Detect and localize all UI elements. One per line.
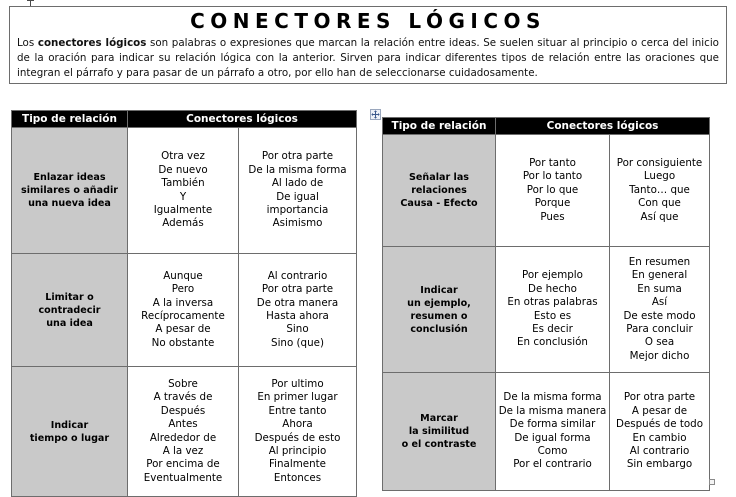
- connector-item: A la vez: [162, 444, 204, 457]
- connectors-cell-b: [610, 247, 710, 373]
- intro-paragraph: [10, 32, 726, 82]
- connector-item: Antes: [168, 418, 198, 431]
- connectors-cell-a: [496, 247, 610, 373]
- connector-item: Después de todo: [616, 418, 703, 431]
- connector-item: En suma: [637, 282, 682, 295]
- connector-item: De nuevo: [158, 163, 208, 176]
- connector-item: Asimismo: [272, 217, 323, 230]
- connector-item: Para concluir: [626, 322, 693, 335]
- header-tipo-de-relacion: Tipo de relación: [12, 111, 128, 128]
- connector-item: Igualmente: [153, 203, 213, 216]
- type-line: resumen o: [410, 310, 468, 322]
- connector-item: Como: [537, 444, 568, 457]
- connector-item: Por otra parte: [261, 150, 334, 163]
- type-cell: [383, 247, 496, 373]
- connector-item: A la inversa: [152, 296, 214, 309]
- type-cell: [383, 373, 496, 491]
- connector-item: Al principio: [268, 444, 327, 457]
- connectors-cell-a: [128, 128, 239, 254]
- table-header-row: [383, 118, 710, 135]
- connector-item: Por ultimo: [271, 377, 324, 390]
- connector-item: En primer lugar: [257, 391, 338, 404]
- connector-item: Esto es: [533, 309, 572, 322]
- connector-item: De la misma forma: [503, 391, 602, 404]
- connector-item: Además: [162, 217, 204, 230]
- connectors-cell-a: [128, 254, 239, 367]
- connector-item: Por el contrario: [513, 458, 592, 471]
- type-line: Marcar: [420, 413, 458, 424]
- connector-item: Alrededor de: [149, 431, 217, 444]
- connector-item: Por consiguiente: [616, 156, 703, 169]
- intro-bold-term: conectores lógicos: [37, 37, 147, 49]
- table-row: [12, 254, 357, 367]
- connector-item: Ahora: [282, 418, 313, 431]
- connector-item: A través de: [153, 391, 213, 404]
- connector-item: Entre tanto: [268, 404, 327, 417]
- header-tipo-de-relacion: Tipo de relación: [383, 118, 496, 135]
- connector-item: De otra manera: [256, 296, 339, 309]
- header-conectores-logicos: Conectores lógicos: [128, 111, 357, 128]
- connector-item: De este modo: [623, 309, 696, 322]
- connector-item: Recíprocamente: [141, 310, 225, 322]
- type-line: tiempo o lugar: [29, 432, 110, 444]
- connectors-cell-b: [239, 128, 357, 254]
- connector-item: Tanto… que: [629, 183, 690, 196]
- connector-item: Por ejemplo: [522, 269, 583, 282]
- connector-item: Al lado de: [271, 177, 324, 190]
- type-line: Causa - Efecto: [400, 198, 478, 209]
- type-line: una idea: [46, 317, 93, 329]
- connector-item: De la misma forma: [248, 163, 347, 176]
- intro-prefix: Los: [17, 37, 38, 49]
- connector-item: Por otra parte: [261, 283, 334, 296]
- table-left[interactable]: [11, 110, 357, 497]
- type-line: similares o añadir: [21, 185, 118, 196]
- connector-item: Sino (que): [271, 336, 324, 349]
- type-line: Enlazar ideas: [33, 172, 106, 183]
- connector-item: No obstante: [151, 336, 215, 349]
- connector-item: Mejor dicho: [629, 349, 690, 362]
- table-row: [383, 247, 710, 373]
- page-title: CONECTORES LÓGICOS: [190, 9, 546, 33]
- intro-rest: son palabras o expresiones que marcan la relación entre ideas. Se suelen situar al principio o cerca del inicio de la oración para indicar su relación lógica con la anterior. Sirven para indicar diferentes tipos de relación entre las oraciones que integran el párrafo y para pasar de un párrafo a otro, por ello han de seleccionarse cuidadosamente.: [17, 37, 719, 80]
- connector-item: Al contrario: [267, 269, 328, 282]
- connector-item: A pesar de: [155, 323, 211, 336]
- connector-item: Después: [160, 404, 206, 417]
- connector-item: Sobre: [168, 377, 198, 390]
- table-row: [12, 128, 357, 254]
- connectors-cell-a: [128, 367, 239, 497]
- intro-box: [9, 6, 727, 84]
- connector-item: De la misma manera: [498, 404, 607, 417]
- connector-item: Con que: [638, 197, 681, 210]
- connectors-cell-b: [610, 135, 710, 247]
- connector-item: Eventualmente: [143, 471, 223, 484]
- connector-item: De forma similar: [509, 418, 596, 431]
- connector-item: En conclusión: [517, 336, 588, 349]
- connector-item: De hecho: [528, 282, 577, 295]
- type-cell: [12, 254, 128, 367]
- connector-item: Hasta ahora: [266, 310, 329, 322]
- table-row: [12, 367, 357, 497]
- type-cell: [383, 135, 496, 247]
- header-conectores-logicos: Conectores lógicos: [496, 118, 710, 135]
- connector-item: Por tanto: [529, 156, 576, 169]
- type-line: relaciones: [411, 185, 467, 196]
- connector-item: Por otra parte: [623, 391, 696, 404]
- type-line: Limitar o: [45, 291, 94, 303]
- type-line: Indicar: [50, 419, 89, 431]
- connector-item: En otras palabras: [507, 296, 598, 309]
- table-right[interactable]: [382, 117, 710, 491]
- connector-item: Así: [651, 296, 668, 309]
- type-cell: [12, 128, 128, 254]
- connectors-cell-b: [239, 254, 357, 367]
- connectors-cell-b: [610, 373, 710, 491]
- connector-item: Pero: [171, 283, 195, 296]
- connector-item: Por encima de: [146, 458, 220, 471]
- connector-item: Porque: [534, 197, 571, 210]
- connector-item: En cambio: [632, 431, 687, 444]
- connector-item: Aunque: [163, 269, 203, 282]
- connector-item: Sin embargo: [626, 458, 693, 471]
- type-line: contradecir: [38, 304, 101, 316]
- connector-item: A pesar de: [631, 404, 688, 417]
- connector-item: Otra vez: [161, 150, 205, 163]
- connectors-cell-a: [496, 135, 610, 247]
- connector-item: Entonces: [273, 471, 322, 484]
- type-line: conclusión: [410, 323, 468, 335]
- resize-handle-icon[interactable]: [709, 479, 715, 485]
- connector-item: De igual: [276, 190, 319, 203]
- type-line: una nueva idea: [28, 198, 111, 209]
- connector-item: Así que: [640, 210, 679, 223]
- connector-item: Por lo que: [526, 183, 579, 196]
- connector-item: También: [161, 177, 205, 190]
- connector-item: En resumen: [628, 255, 691, 268]
- table-row: [383, 135, 710, 247]
- type-line: Indicar: [420, 284, 458, 296]
- move-cross-icon[interactable]: [370, 109, 381, 120]
- connector-item: Después de esto: [254, 431, 341, 444]
- type-line: o el contraste: [401, 439, 477, 450]
- connector-item: Luego: [643, 170, 676, 183]
- connector-item: Sino: [286, 323, 309, 336]
- connectors-cell-a: [496, 373, 610, 491]
- connector-item: Por lo tanto: [522, 170, 583, 183]
- connector-item: Finalmente: [269, 458, 326, 471]
- connector-item: En general: [631, 269, 688, 282]
- connector-item: Y: [179, 190, 187, 203]
- table-row: [383, 373, 710, 491]
- connector-item: Es decir: [532, 322, 573, 335]
- type-line: un ejemplo,: [407, 297, 471, 309]
- type-cell: [12, 367, 128, 497]
- connector-item: De igual forma: [514, 431, 591, 444]
- connector-item: Al contrario: [629, 444, 690, 457]
- type-line: la similitud: [408, 426, 470, 437]
- connector-item: importancia: [266, 203, 329, 216]
- table-header-row: [12, 111, 357, 128]
- connector-item: Pues: [540, 210, 565, 223]
- type-line: Señalar las: [408, 172, 470, 183]
- connector-item: O sea: [644, 336, 675, 349]
- connectors-cell-b: [239, 367, 357, 497]
